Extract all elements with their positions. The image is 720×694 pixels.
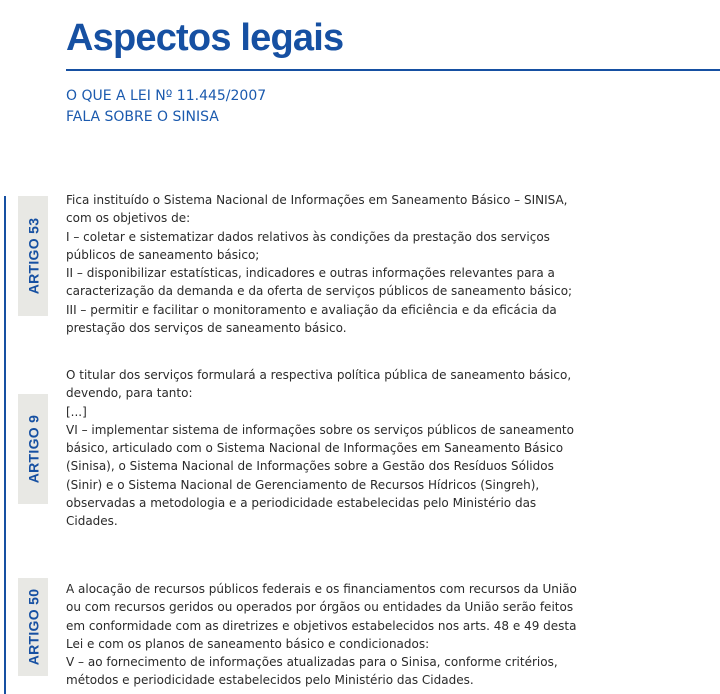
article-line: observadas a metodologia e a periodicidade estabelecidas pelo Ministério das bbox=[66, 496, 537, 511]
article-line: VI – implementar sistema de informações sobre os serviços públicos de saneamento bbox=[66, 422, 574, 437]
article-label: ARTIGO 50 bbox=[25, 588, 42, 666]
article-text-9 bbox=[66, 366, 578, 531]
article-line: (Sinisa), o Sistema Nacional de Informações sobre a Gestão dos Resíduos Sólidos bbox=[66, 459, 554, 474]
article-line: I – coletar e sistematizar dados relativos às condições da prestação dos serviços bbox=[66, 229, 550, 244]
subtitle-line: O QUE A LEI Nº 11.445/2007 bbox=[66, 88, 267, 104]
article-line: com os objetivos de: bbox=[66, 211, 191, 226]
article-line: V – ao fornecimento de informações atualizadas para o Sinisa, conforme critérios, bbox=[66, 655, 558, 670]
article-tab-53 bbox=[18, 196, 48, 316]
article-line: Cidades. bbox=[66, 514, 118, 529]
article-label: ARTIGO 9 bbox=[25, 414, 41, 484]
article-text-50 bbox=[66, 580, 578, 690]
title-divider bbox=[66, 69, 720, 71]
article-line: (Sinir) e o Sistema Nacional de Gerenciamento de Recursos Hídricos (Singreh), bbox=[66, 477, 540, 492]
article-line: públicos de saneamento básico; bbox=[66, 247, 260, 262]
article-line: ou com recursos geridos ou operados por órgãos ou entidades da União serão feitos bbox=[66, 600, 574, 615]
article-line: O titular dos serviços formulará a respectiva política pública de saneamento básico, bbox=[66, 368, 572, 382]
article-tab-9 bbox=[18, 394, 48, 504]
article-line: Lei e com os planos de saneamento básico e condicionados: bbox=[66, 636, 430, 651]
side-accent-line bbox=[4, 196, 6, 694]
article-line: A alocação de recursos públicos federais e os financiamentos com recursos da União bbox=[66, 582, 577, 596]
article-line: caracterização da demanda e da oferta de serviços públicos de saneamento básico; bbox=[66, 284, 573, 299]
article-line: básico, articulado com o Sistema Nacional de Informações em Saneamento Básico bbox=[66, 441, 564, 456]
page-title: Aspectos legais bbox=[66, 17, 344, 59]
subtitle bbox=[66, 86, 466, 128]
article-text-53 bbox=[66, 191, 578, 337]
article-line: II – disponibilizar estatísticas, indicadores e outras informações relevantes para a bbox=[66, 266, 555, 281]
article-line: prestação dos serviços de saneamento básico. bbox=[66, 321, 347, 336]
article-label: ARTIGO 53 bbox=[25, 217, 42, 295]
article-line: Fica instituído o Sistema Nacional de Informações em Saneamento Básico – SINISA, bbox=[66, 193, 568, 207]
subtitle-line: FALA SOBRE O SINISA bbox=[66, 109, 219, 125]
article-line: em conformidade com as diretrizes e objetivos estabelecidos nos arts. 48 e 49 desta bbox=[66, 618, 577, 633]
article-line: [...] bbox=[66, 404, 87, 419]
article-line: métodos e periodicidade estabelecidos pelo Ministério das Cidades. bbox=[66, 673, 474, 688]
article-line: III – permitir e facilitar o monitoramento e avaliação da eficiência e da eficácia da bbox=[66, 302, 557, 317]
article-tab-50 bbox=[18, 578, 48, 676]
article-line: devendo, para tanto: bbox=[66, 386, 193, 401]
